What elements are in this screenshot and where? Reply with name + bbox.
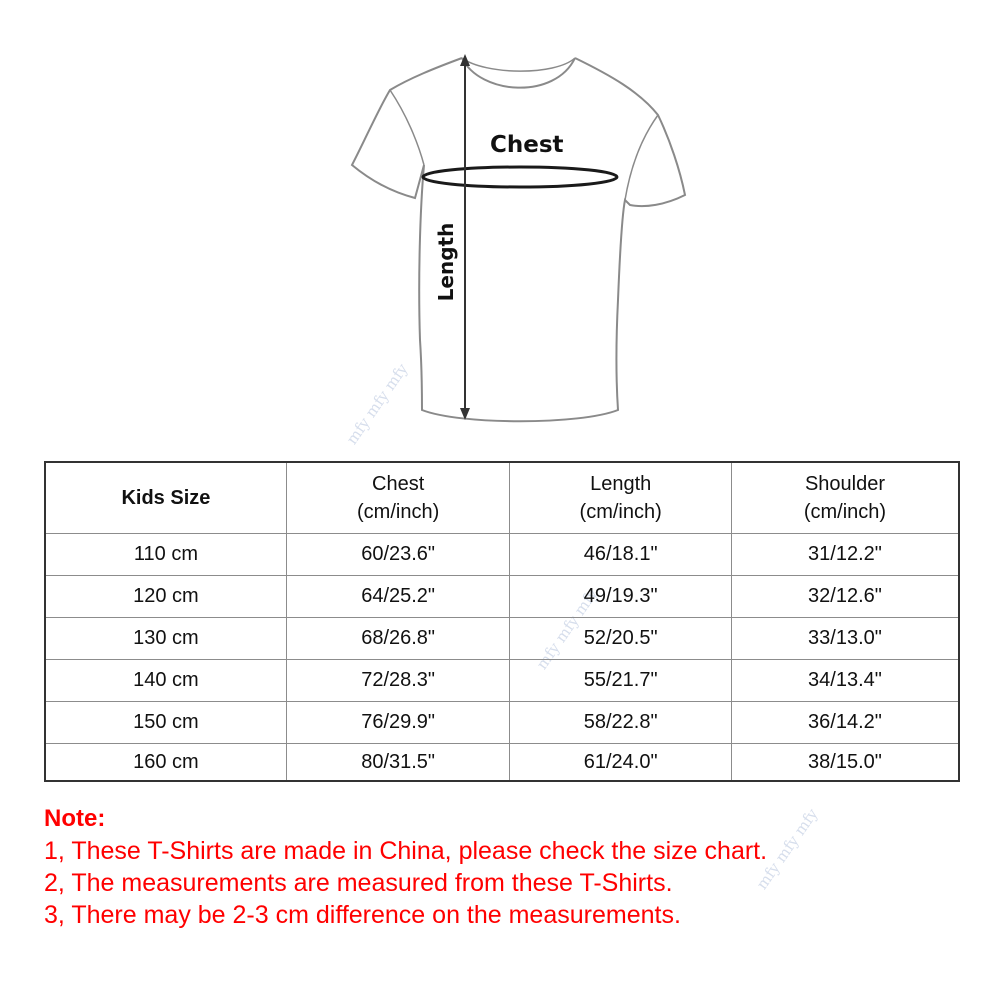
header-kids-size [45, 462, 286, 534]
size-table [44, 461, 960, 782]
table-header-row [45, 462, 959, 534]
size-cell: 160 cm [45, 744, 286, 782]
header-label: Length [590, 473, 652, 495]
note-item: 1, These T-Shirts are made in China, please check the size chart. [44, 837, 768, 865]
note-item: 2, The measurements are measured from these T-Shirts. [44, 869, 673, 897]
header-label: Shoulder [804, 473, 885, 495]
table-row [45, 576, 959, 618]
length-cell: 55/21.7" [510, 660, 732, 702]
shoulder-cell: 32/12.6" [731, 576, 959, 618]
chest-cell: 68/26.8" [286, 618, 510, 660]
length-cell: 61/24.0" [510, 744, 732, 782]
length-cell: 49/19.3" [510, 576, 732, 618]
size-cell: 130 cm [45, 618, 286, 660]
size-cell: 120 cm [45, 576, 286, 618]
table-row [45, 534, 959, 576]
chest-cell: 72/28.3" [286, 660, 510, 702]
length-cell: 46/18.1" [510, 534, 732, 576]
header-label: Chest [372, 473, 425, 495]
length-label: Length [434, 222, 458, 302]
shoulder-cell: 34/13.4" [731, 660, 959, 702]
shoulder-cell: 31/12.2" [731, 534, 959, 576]
chest-cell: 60/23.6" [286, 534, 510, 576]
shoulder-cell: 33/13.0" [731, 618, 959, 660]
size-cell: 150 cm [45, 702, 286, 744]
table-row [45, 702, 959, 744]
notes-section [44, 803, 767, 931]
table-row [45, 618, 959, 660]
note-item: 3, There may be 2-3 cm difference on the measurements. [44, 901, 681, 929]
size-cell: 110 cm [45, 534, 286, 576]
length-cell: 52/20.5" [510, 618, 732, 660]
shoulder-cell: 38/15.0" [731, 744, 959, 782]
header-length [510, 462, 732, 534]
chest-cell: 80/31.5" [286, 744, 510, 782]
table-row [45, 660, 959, 702]
header-label: Kids Size [121, 487, 211, 509]
watermark: mfy mfy mfy [752, 805, 822, 893]
watermark: mfy mfy mfy [532, 585, 602, 673]
header-unit: (cm/inch) [579, 501, 662, 523]
header-unit: (cm/inch) [357, 501, 440, 523]
chest-cell: 64/25.2" [286, 576, 510, 618]
size-cell: 140 cm [45, 660, 286, 702]
chest-cell: 76/29.9" [286, 702, 510, 744]
shoulder-cell: 36/14.2" [731, 702, 959, 744]
length-cell: 58/22.8" [510, 702, 732, 744]
header-chest [286, 462, 510, 534]
header-shoulder [731, 462, 959, 534]
header-unit: (cm/inch) [803, 501, 887, 523]
note-title: Note: [44, 805, 106, 832]
chest-label: Chest [490, 132, 564, 158]
table-row [45, 744, 959, 782]
watermark: mfy mfy mfy [342, 360, 412, 448]
